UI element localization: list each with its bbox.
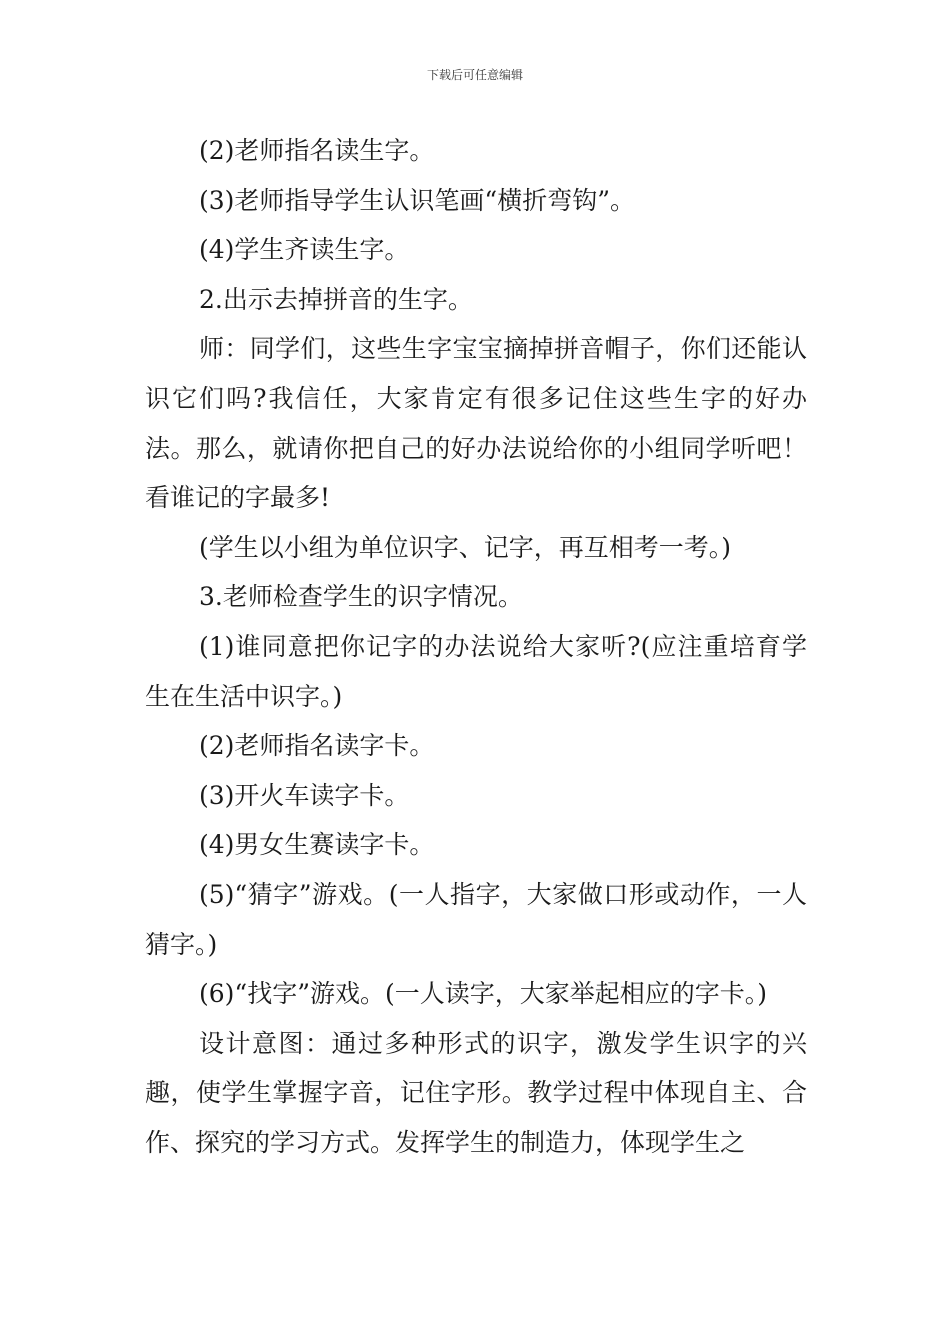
paragraph-5: 师：同学们，这些生字宝宝摘掉拼音帽子，你们还能认识它们吗?我信任，大家肯定有很多记住这些生字的好办法。那么，就请你把自己的好办法说给你的小组同学听吧！看谁记的字最多! — [145, 334, 807, 513]
page-header: 下载后可任意编辑 — [426, 68, 523, 82]
paragraph-9: (2)老师指名读字卡。 — [199, 731, 435, 761]
paragraph-14: 设计意图：通过多种形式的识字，激发学生识字的兴趣，使学生掌握字音，记住字形。教学过程中体现自主、合作、探究的学习方式。发挥学生的制造力，体现学生之 — [145, 1028, 807, 1157]
paragraph-8: (1)谁同意把你记字的办法说给大家听?(应注重培育学生在生活中识字。) — [145, 631, 807, 711]
paragraph-2: (3)老师指导学生认识笔画“横折弯钩”。 — [199, 185, 635, 215]
paragraph-1: (2)老师指名读生字。 — [199, 136, 435, 165]
paragraph-12: (5)“猜字”游戏。(一人指字，大家做口形或动作，一人猜字。) — [145, 879, 807, 959]
document-body — [145, 126, 807, 1167]
paragraph-7: 3.老师检查学生的识字情况。 — [199, 582, 523, 612]
paragraph-6: (学生以小组为单位识字、记字，再互相考一考。) — [199, 532, 732, 562]
paragraph-13: (6)“找字”游戏。(一人读字，大家举起相应的字卡。) — [199, 979, 767, 1009]
paragraph-10: (3)开火车读字卡。 — [199, 780, 410, 810]
paragraph-11: (4)男女生赛读字卡。 — [199, 830, 435, 860]
paragraph-3: (4)学生齐读生字。 — [199, 235, 410, 265]
paragraph-4: 2.出示去掉拼音的生字。 — [199, 284, 473, 314]
